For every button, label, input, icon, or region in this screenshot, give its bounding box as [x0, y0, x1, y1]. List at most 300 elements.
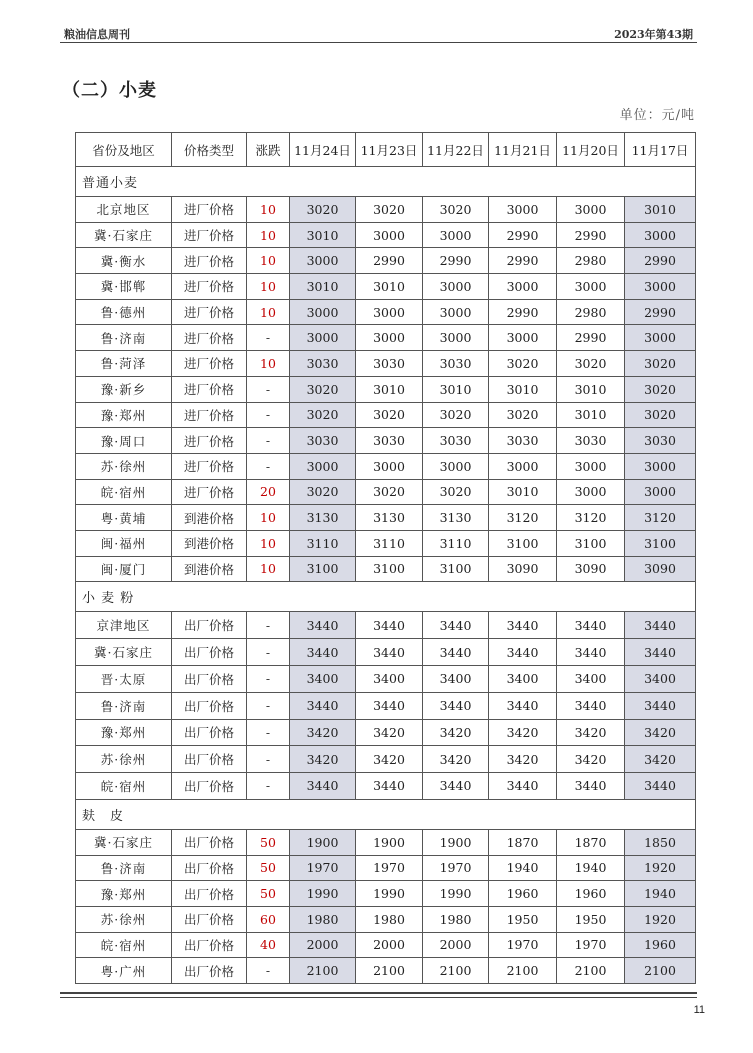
price-cell: 3000: [557, 197, 625, 223]
price-cell: 3000: [356, 325, 423, 351]
issue-number: 2023年第43期: [614, 28, 693, 41]
price-cell: 1920: [625, 906, 696, 932]
price-cell: 2100: [290, 958, 356, 984]
price-cell: 3000: [290, 453, 356, 479]
table-header-row: [76, 133, 696, 167]
change-cell: -: [247, 746, 290, 773]
category-row: [76, 582, 696, 612]
price-cell: 3000: [290, 299, 356, 325]
price-cell: 3000: [290, 325, 356, 351]
region-cell: 鲁·济南: [76, 692, 172, 719]
price-cell: 1940: [489, 855, 557, 881]
price-cell: 3010: [489, 376, 557, 402]
price-cell: 3000: [625, 479, 696, 505]
price-cell: 2100: [557, 958, 625, 984]
price-type-cell: 出厂价格: [172, 746, 247, 773]
price-type-cell: 进厂价格: [172, 351, 247, 377]
change-cell: -: [247, 639, 290, 666]
price-cell: 3000: [356, 299, 423, 325]
region-cell: 粤·广州: [76, 958, 172, 984]
price-cell: 3000: [290, 248, 356, 274]
header-rule: [60, 42, 697, 43]
price-cell: 3000: [557, 453, 625, 479]
change-cell: -: [247, 453, 290, 479]
region-cell: 苏·徐州: [76, 746, 172, 773]
price-cell: 3100: [557, 530, 625, 556]
price-type-cell: 进厂价格: [172, 274, 247, 300]
price-cell: 3000: [423, 453, 489, 479]
region-cell: 皖·宿州: [76, 479, 172, 505]
price-type-cell: 到港价格: [172, 556, 247, 582]
region-cell: 豫·新乡: [76, 376, 172, 402]
price-cell: 1950: [557, 906, 625, 932]
price-cell: 2980: [557, 248, 625, 274]
price-cell: 3020: [625, 402, 696, 428]
price-cell: 3030: [356, 428, 423, 454]
price-cell: 3120: [489, 505, 557, 531]
price-cell: 1980: [356, 906, 423, 932]
change-cell: 60: [247, 906, 290, 932]
change-cell: -: [247, 773, 290, 800]
price-cell: 1970: [290, 855, 356, 881]
price-cell: 3400: [356, 665, 423, 692]
price-cell: 3010: [557, 402, 625, 428]
region-cell: 冀·石家庄: [76, 639, 172, 666]
region-cell: 皖·宿州: [76, 932, 172, 958]
change-cell: 10: [247, 222, 290, 248]
price-cell: 1900: [290, 829, 356, 855]
price-cell: 3420: [625, 746, 696, 773]
price-cell: 3000: [625, 453, 696, 479]
price-cell: 3020: [625, 351, 696, 377]
change-cell: -: [247, 719, 290, 746]
price-table: [75, 132, 696, 984]
table-row: [76, 351, 696, 377]
table-row: [76, 719, 696, 746]
price-cell: 1970: [423, 855, 489, 881]
price-cell: 2000: [356, 932, 423, 958]
price-type-cell: 出厂价格: [172, 906, 247, 932]
price-type-cell: 出厂价格: [172, 719, 247, 746]
price-cell: 1990: [356, 881, 423, 907]
price-cell: 2980: [557, 299, 625, 325]
region-cell: 皖·宿州: [76, 773, 172, 800]
price-cell: 3020: [290, 376, 356, 402]
price-cell: 1990: [290, 881, 356, 907]
table-row: [76, 556, 696, 582]
change-cell: -: [247, 612, 290, 639]
price-type-cell: 进厂价格: [172, 453, 247, 479]
price-cell: 3000: [625, 274, 696, 300]
price-cell: 3030: [290, 428, 356, 454]
price-cell: 3440: [356, 612, 423, 639]
change-cell: 50: [247, 881, 290, 907]
region-cell: 豫·郑州: [76, 881, 172, 907]
price-cell: 1990: [423, 881, 489, 907]
table-row: [76, 376, 696, 402]
price-cell: 2100: [489, 958, 557, 984]
price-cell: 1980: [290, 906, 356, 932]
price-type-cell: 进厂价格: [172, 479, 247, 505]
price-cell: 3000: [557, 274, 625, 300]
table-row: [76, 428, 696, 454]
price-cell: 1940: [625, 881, 696, 907]
price-cell: 3130: [423, 505, 489, 531]
price-cell: 3000: [625, 222, 696, 248]
price-cell: 3010: [489, 479, 557, 505]
price-cell: 3000: [356, 453, 423, 479]
price-type-cell: 出厂价格: [172, 612, 247, 639]
price-cell: 3030: [557, 428, 625, 454]
price-cell: 3420: [489, 719, 557, 746]
price-cell: 3400: [489, 665, 557, 692]
price-cell: 3090: [489, 556, 557, 582]
category-row: [76, 167, 696, 197]
price-cell: 1950: [489, 906, 557, 932]
price-type-cell: 出厂价格: [172, 692, 247, 719]
change-cell: -: [247, 428, 290, 454]
price-type-cell: 出厂价格: [172, 932, 247, 958]
price-cell: 2990: [356, 248, 423, 274]
price-cell: 3030: [423, 351, 489, 377]
column-header: 价格类型: [172, 133, 247, 167]
region-cell: 闽·厦门: [76, 556, 172, 582]
price-type-cell: 出厂价格: [172, 829, 247, 855]
section-wheat-flour: [76, 582, 696, 800]
page-header: [64, 26, 693, 42]
change-cell: 20: [247, 479, 290, 505]
price-cell: 3440: [625, 773, 696, 800]
column-header: 省份及地区: [76, 133, 172, 167]
price-cell: 3000: [557, 479, 625, 505]
price-cell: 1900: [356, 829, 423, 855]
category-label: 普通小麦: [76, 167, 696, 197]
price-cell: 3440: [356, 692, 423, 719]
table-row: [76, 530, 696, 556]
table-row: [76, 197, 696, 223]
price-cell: 3000: [423, 299, 489, 325]
price-cell: 3030: [356, 351, 423, 377]
change-cell: 10: [247, 197, 290, 223]
region-cell: 晋·太原: [76, 665, 172, 692]
price-cell: 1960: [557, 881, 625, 907]
price-type-cell: 到港价格: [172, 505, 247, 531]
price-cell: 3400: [557, 665, 625, 692]
price-cell: 3020: [290, 402, 356, 428]
table-row: [76, 222, 696, 248]
table-row: [76, 402, 696, 428]
change-cell: 40: [247, 932, 290, 958]
price-cell: 3440: [290, 639, 356, 666]
price-cell: 3420: [356, 719, 423, 746]
section-ordinary-wheat: [76, 167, 696, 582]
price-cell: 2990: [557, 325, 625, 351]
price-cell: 3420: [625, 719, 696, 746]
price-cell: 3000: [423, 274, 489, 300]
region-cell: 鲁·济南: [76, 325, 172, 351]
price-cell: 3020: [557, 351, 625, 377]
price-cell: 3100: [625, 530, 696, 556]
price-cell: 3010: [290, 274, 356, 300]
table-row: [76, 881, 696, 907]
price-cell: 3020: [356, 479, 423, 505]
region-cell: 豫·周口: [76, 428, 172, 454]
price-cell: 3420: [423, 746, 489, 773]
price-cell: 3030: [489, 428, 557, 454]
publication-name: 粮油信息周刊: [64, 28, 130, 41]
price-cell: 3110: [290, 530, 356, 556]
price-cell: 3130: [290, 505, 356, 531]
price-cell: 3000: [423, 325, 489, 351]
change-cell: 10: [247, 299, 290, 325]
price-type-cell: 出厂价格: [172, 855, 247, 881]
change-cell: -: [247, 692, 290, 719]
footer-rule-thin: [60, 997, 697, 998]
table-row: [76, 453, 696, 479]
region-cell: 京津地区: [76, 612, 172, 639]
price-cell: 3400: [423, 665, 489, 692]
change-cell: -: [247, 402, 290, 428]
price-cell: 2100: [356, 958, 423, 984]
price-cell: 3440: [557, 773, 625, 800]
table-row: [76, 829, 696, 855]
change-cell: 50: [247, 829, 290, 855]
price-cell: 3000: [625, 325, 696, 351]
column-header: 11月17日: [625, 133, 696, 167]
change-cell: -: [247, 325, 290, 351]
price-cell: 1870: [489, 829, 557, 855]
column-header: 11月23日: [356, 133, 423, 167]
table-row: [76, 299, 696, 325]
price-cell: 3440: [423, 773, 489, 800]
region-cell: 冀·石家庄: [76, 829, 172, 855]
price-cell: 3010: [557, 376, 625, 402]
unit-label: 单位：元/吨: [619, 108, 695, 123]
price-cell: 3010: [290, 222, 356, 248]
column-header: 11月22日: [423, 133, 489, 167]
table-row: [76, 932, 696, 958]
change-cell: 10: [247, 351, 290, 377]
price-cell: 3440: [356, 773, 423, 800]
price-cell: 3440: [423, 612, 489, 639]
price-cell: 3120: [557, 505, 625, 531]
table-row: [76, 958, 696, 984]
table-row: [76, 855, 696, 881]
price-cell: 1970: [489, 932, 557, 958]
price-cell: 2990: [625, 299, 696, 325]
price-cell: 3440: [557, 639, 625, 666]
price-cell: 2990: [423, 248, 489, 274]
column-header: 11月21日: [489, 133, 557, 167]
region-cell: 鲁·济南: [76, 855, 172, 881]
change-cell: 50: [247, 855, 290, 881]
table-row: [76, 325, 696, 351]
price-cell: 3440: [489, 692, 557, 719]
price-cell: 3020: [625, 376, 696, 402]
price-cell: 3420: [290, 746, 356, 773]
price-cell: 3020: [290, 197, 356, 223]
price-cell: 3010: [423, 376, 489, 402]
price-cell: 3400: [625, 665, 696, 692]
table-row: [76, 612, 696, 639]
price-type-cell: 进厂价格: [172, 325, 247, 351]
table-row: [76, 639, 696, 666]
price-cell: 3440: [423, 639, 489, 666]
price-cell: 3440: [625, 612, 696, 639]
price-cell: 3000: [489, 325, 557, 351]
price-type-cell: 进厂价格: [172, 248, 247, 274]
price-cell: 3440: [625, 692, 696, 719]
price-cell: 3100: [356, 556, 423, 582]
price-cell: 1960: [489, 881, 557, 907]
price-cell: 3020: [423, 197, 489, 223]
price-cell: 3130: [356, 505, 423, 531]
price-type-cell: 出厂价格: [172, 639, 247, 666]
table-row: [76, 274, 696, 300]
price-cell: 3020: [290, 479, 356, 505]
region-cell: 鲁·菏泽: [76, 351, 172, 377]
column-header: 11月20日: [557, 133, 625, 167]
price-cell: 3030: [290, 351, 356, 377]
category-label: 小 麦 粉: [76, 582, 696, 612]
price-cell: 2990: [489, 299, 557, 325]
region-cell: 粤·黄埔: [76, 505, 172, 531]
price-cell: 3120: [625, 505, 696, 531]
region-cell: 冀·邯郸: [76, 274, 172, 300]
change-cell: 10: [247, 556, 290, 582]
price-cell: 3440: [356, 639, 423, 666]
table-row: [76, 692, 696, 719]
change-cell: -: [247, 665, 290, 692]
column-header: 涨跌: [247, 133, 290, 167]
section-bran: [76, 799, 696, 983]
price-cell: 3020: [423, 479, 489, 505]
table-row: [76, 505, 696, 531]
change-cell: 10: [247, 505, 290, 531]
table-row: [76, 665, 696, 692]
category-row: [76, 799, 696, 829]
price-cell: 3440: [625, 639, 696, 666]
price-cell: 3420: [489, 746, 557, 773]
price-cell: 3110: [423, 530, 489, 556]
price-cell: 3440: [290, 612, 356, 639]
price-type-cell: 到港价格: [172, 530, 247, 556]
price-cell: 3100: [290, 556, 356, 582]
price-cell: 2000: [423, 932, 489, 958]
price-cell: 3030: [625, 428, 696, 454]
price-cell: 3420: [290, 719, 356, 746]
region-cell: 苏·徐州: [76, 453, 172, 479]
page-number: 11: [693, 1004, 705, 1016]
price-cell: 1980: [423, 906, 489, 932]
table-row: [76, 906, 696, 932]
price-cell: 2990: [489, 222, 557, 248]
region-cell: 鲁·德州: [76, 299, 172, 325]
region-cell: 北京地区: [76, 197, 172, 223]
price-cell: 3420: [356, 746, 423, 773]
price-cell: 1900: [423, 829, 489, 855]
change-cell: -: [247, 958, 290, 984]
price-type-cell: 进厂价格: [172, 222, 247, 248]
price-cell: 2100: [625, 958, 696, 984]
price-cell: 3100: [423, 556, 489, 582]
price-cell: 3440: [557, 692, 625, 719]
price-type-cell: 进厂价格: [172, 197, 247, 223]
price-cell: 3420: [423, 719, 489, 746]
table-row: [76, 479, 696, 505]
column-header: 11月24日: [290, 133, 356, 167]
price-cell: 2990: [489, 248, 557, 274]
price-cell: 3440: [423, 692, 489, 719]
region-cell: 豫·郑州: [76, 402, 172, 428]
price-cell: 3420: [557, 746, 625, 773]
price-type-cell: 出厂价格: [172, 773, 247, 800]
price-table-wrapper: [75, 132, 695, 984]
price-type-cell: 进厂价格: [172, 402, 247, 428]
price-cell: 1920: [625, 855, 696, 881]
price-cell: 1960: [625, 932, 696, 958]
region-cell: 闽·福州: [76, 530, 172, 556]
price-cell: 3000: [356, 222, 423, 248]
price-cell: 3440: [290, 773, 356, 800]
price-cell: 1850: [625, 829, 696, 855]
price-cell: 3020: [489, 351, 557, 377]
price-type-cell: 出厂价格: [172, 958, 247, 984]
price-type-cell: 进厂价格: [172, 428, 247, 454]
region-cell: 苏·徐州: [76, 906, 172, 932]
change-cell: 10: [247, 248, 290, 274]
price-cell: 1970: [557, 932, 625, 958]
footer-rule: [60, 992, 697, 994]
price-type-cell: 出厂价格: [172, 881, 247, 907]
region-cell: 冀·石家庄: [76, 222, 172, 248]
price-type-cell: 进厂价格: [172, 376, 247, 402]
price-cell: 3400: [290, 665, 356, 692]
price-cell: 3020: [489, 402, 557, 428]
price-cell: 3000: [489, 453, 557, 479]
price-cell: 3000: [423, 222, 489, 248]
price-cell: 2000: [290, 932, 356, 958]
price-cell: 3020: [423, 402, 489, 428]
price-cell: 3440: [489, 639, 557, 666]
price-cell: 3010: [356, 376, 423, 402]
price-cell: 3020: [356, 197, 423, 223]
price-cell: 2990: [557, 222, 625, 248]
category-label: 麸 皮: [76, 799, 696, 829]
price-cell: 1970: [356, 855, 423, 881]
price-type-cell: 进厂价格: [172, 299, 247, 325]
change-cell: -: [247, 376, 290, 402]
price-cell: 3110: [356, 530, 423, 556]
price-cell: 3010: [625, 197, 696, 223]
price-cell: 2100: [423, 958, 489, 984]
table-row: [76, 746, 696, 773]
table-row: [76, 248, 696, 274]
price-cell: 3440: [489, 612, 557, 639]
table-row: [76, 773, 696, 800]
price-cell: 3020: [356, 402, 423, 428]
price-cell: 3010: [356, 274, 423, 300]
price-cell: 3090: [557, 556, 625, 582]
region-cell: 冀·衡水: [76, 248, 172, 274]
price-cell: 3100: [489, 530, 557, 556]
change-cell: 10: [247, 530, 290, 556]
price-cell: 1870: [557, 829, 625, 855]
change-cell: 10: [247, 274, 290, 300]
price-cell: 1940: [557, 855, 625, 881]
price-cell: 2990: [625, 248, 696, 274]
price-cell: 3420: [557, 719, 625, 746]
